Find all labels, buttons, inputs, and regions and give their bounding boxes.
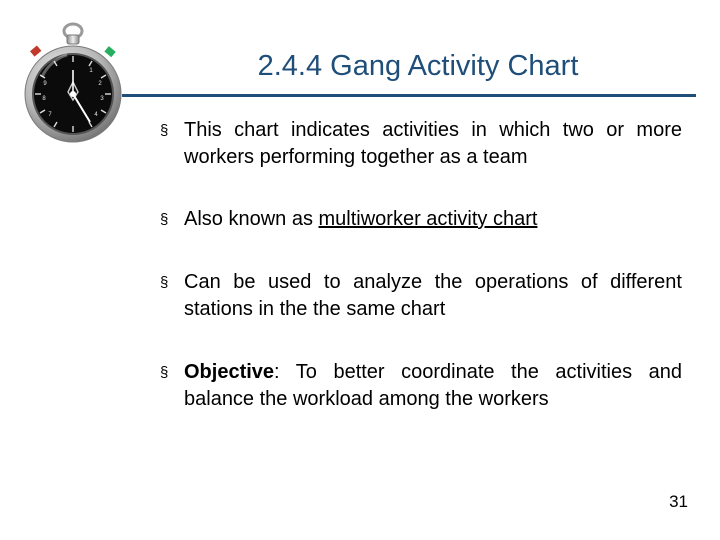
bullet-item: [160, 359, 682, 413]
multiworker-activity-chart-link[interactable]: multiworker activity chart: [318, 208, 538, 230]
bullet-text: [184, 359, 682, 413]
svg-text:1: 1: [89, 68, 93, 74]
bullet-text-prefix: Also known as: [184, 208, 319, 230]
bullet-marker: §: [160, 364, 169, 381]
bullet-marker: §: [160, 122, 169, 139]
svg-text:8: 8: [42, 96, 46, 102]
bullet-text: This chart indicates activities in which two or more workers performing together as a team: [184, 119, 682, 168]
svg-text:7: 7: [48, 112, 52, 118]
objective-label: Objective: [184, 361, 275, 383]
bullet-marker: §: [160, 274, 169, 291]
objective-text: : To better coordinate the activities and balance the workload among the workers: [184, 361, 682, 410]
bullet-item: [160, 269, 682, 323]
svg-text:4: 4: [94, 112, 98, 118]
bullet-item: [160, 117, 682, 171]
bullet-text: [184, 206, 682, 233]
svg-text:2: 2: [98, 81, 102, 87]
bullet-marker: §: [160, 211, 169, 228]
svg-text:9: 9: [43, 81, 47, 87]
bullet-text: Can be used to analyze the operations of different stations in the the same chart: [184, 271, 682, 320]
bullet-item: [160, 206, 682, 233]
page-number: 31: [669, 492, 688, 511]
svg-text:3: 3: [100, 96, 104, 102]
slide-title: 2.4.4 Gang Activity Chart: [257, 50, 579, 82]
